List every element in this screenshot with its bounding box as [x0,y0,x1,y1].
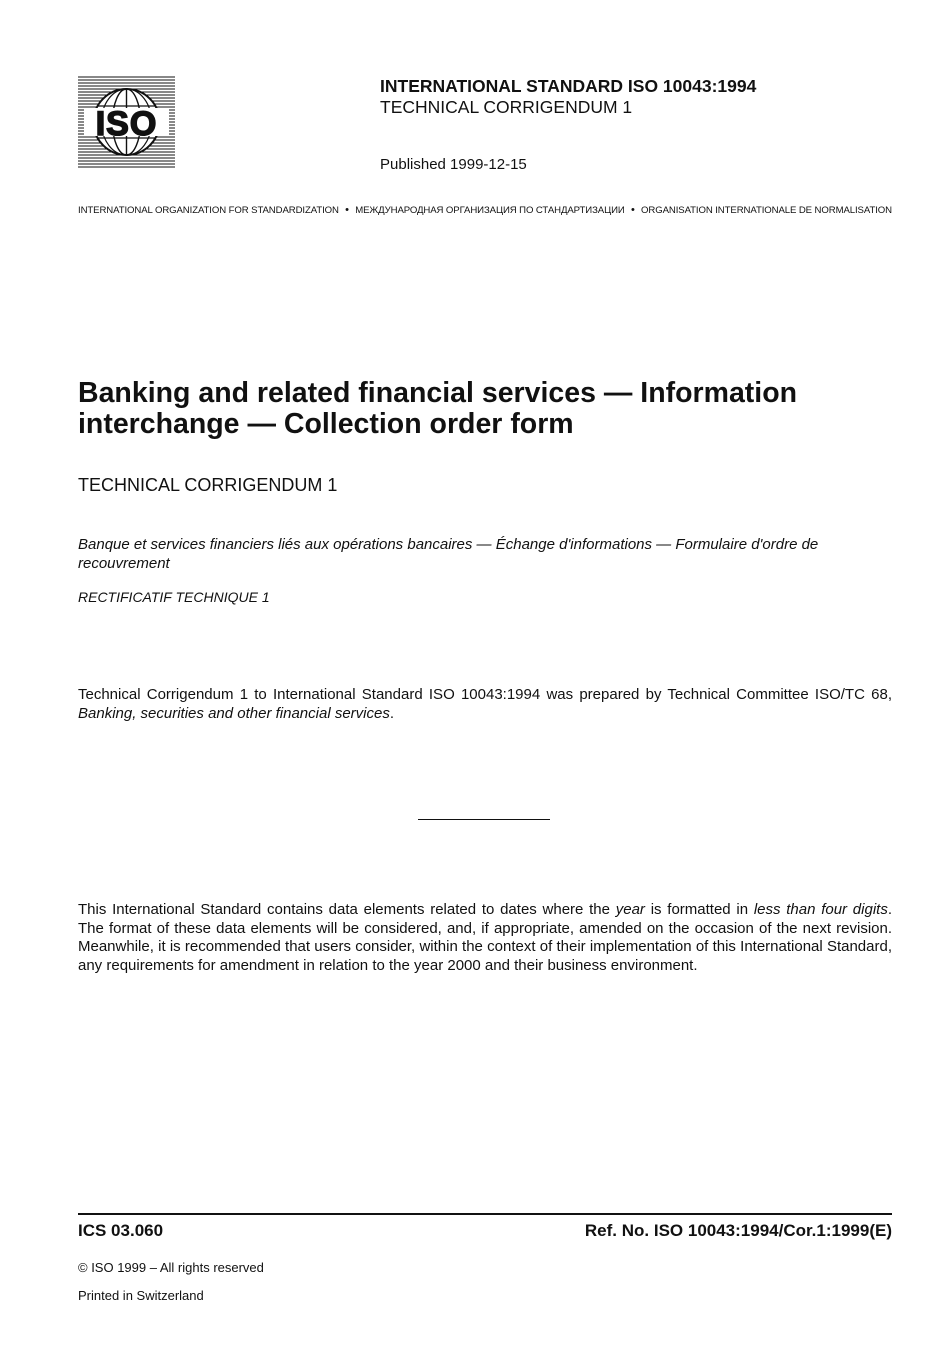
copyright-notice: © ISO 1999 – All rights reserved [78,1260,264,1275]
document-title: Banking and related financial services — Information interchange — Collection order form [78,377,798,440]
logo-text: ISO [95,105,158,143]
organization-line [78,204,892,216]
year-2000-paragraph [78,901,892,975]
committee-name: Banking, securities and other financial services [78,704,390,722]
org-separator: • [630,204,635,216]
iso-logo [78,76,175,168]
para2-less-than-four-digits: less than four digits [753,901,888,918]
para2-part-b: is formatted in [644,901,754,918]
published-date: Published 1999-12-15 [380,156,527,173]
reference-number: Ref. No. ISO 10043:1994/Cor.1:1999(E) [584,1221,892,1240]
org-separator: • [345,204,349,216]
footer-rule [78,1213,892,1215]
para1-text: Technical Corrigendum 1 to International Standard ISO 10043:1994 was prepared by Technical Committee ISO/TC 68, [78,686,892,703]
printed-location: Printed in Switzerland [78,1288,204,1303]
ics-code: ICS 03.060 [78,1221,164,1240]
title-corrigendum: TECHNICAL CORRIGENDUM 1 [78,475,338,495]
para1-end: . [389,704,395,722]
org-name-russian: МЕЖДУНАРОДНАЯ ОРГАНИЗАЦИЯ ПО СТАНДАРТИЗАЦИИ [355,204,625,216]
section-divider [418,819,550,820]
french-title: Banque et services financiers liés aux opérations bancaires — Échange d'informations — Formulaire d'ordre de recouvrement [78,536,819,572]
para2-part-c: . The format of these data elements will be considered, and, if appropriate, amended on the occasion of the next revision. Meanwhile, it is recommended that users consider, within the context of their implementation of this International Standard, any requirements for amendment in relation to the year 2000 and their business environment. [78,901,892,974]
standard-number: INTERNATIONAL STANDARD ISO 10043:1994 [380,76,757,96]
french-corrigendum: RECTIFICATIF TECHNIQUE 1 [78,589,270,605]
para2-year: year [615,901,645,918]
header-corrigendum: TECHNICAL CORRIGENDUM 1 [380,97,633,117]
org-name-english: INTERNATIONAL ORGANIZATION FOR STANDARDIZATION [78,204,339,216]
para2-part-a: This International Standard contains data elements related to dates where the [78,901,616,918]
org-name-french: ORGANISATION INTERNATIONALE DE NORMALISATION [641,204,892,216]
preparation-paragraph [78,686,892,723]
